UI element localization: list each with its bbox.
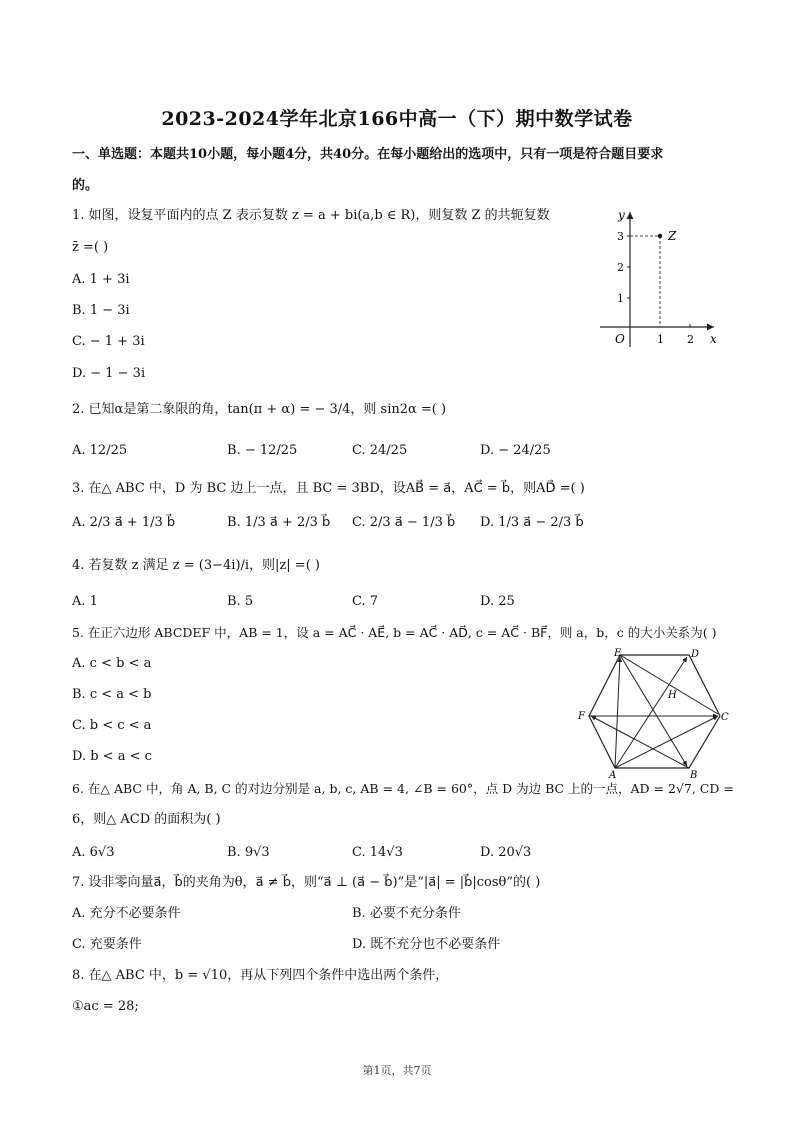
label-c: C	[721, 712, 729, 723]
origin-label: O	[615, 332, 625, 346]
q5-option-d: D. b < a < c	[72, 749, 152, 764]
q4-stem: 4. 若复数 z 满足 z = (3−4i)/i，则|z| =( )	[72, 558, 320, 573]
x-axis-label: x	[710, 332, 717, 346]
q5-option-a: A. c < b < a	[72, 656, 152, 671]
q5-stem: 5. 在正六边形 ABCDEF 中，AB = 1，设 a = AC⃗ · AE⃗, b = AC⃗ · AD⃗, c = AC⃗ · BF⃗，则 a，b，c 的大小关系为( )	[72, 625, 717, 640]
q3-option-d: D. 1/3 a⃗ − 2/3 b⃗	[480, 515, 584, 530]
q7-option-d: D. 既不充分也不必要条件	[352, 937, 501, 952]
vector-ac	[615, 716, 718, 768]
vector-ae	[615, 657, 620, 768]
q1-stem-line1: 1. 如图，设复平面内的点 Z 表示复数 z = a + bi(a,b ∈ R)，则复数 Z 的共轭复数	[72, 208, 550, 223]
label-b: B	[690, 770, 698, 780]
q6-stem-line2: 6，则△ ACD 的面积为( )	[72, 812, 221, 827]
label-e: E	[614, 648, 622, 659]
q3-option-a: A. 2/3 a⃗ + 1/3 b⃗	[72, 515, 176, 530]
label-h: H	[668, 690, 677, 701]
q6-option-d: D. 20√3	[480, 845, 532, 860]
q6-option-c: C. 14√3	[352, 845, 403, 860]
x-tick-1: 1	[657, 333, 664, 346]
y-tick-3: 3	[617, 230, 624, 243]
q8-condition-1: ①ac = 28;	[72, 999, 139, 1014]
q3-option-b: B. 1/3 a⃗ + 2/3 b⃗	[227, 515, 331, 530]
q7-option-b: B. 必要不充分条件	[352, 906, 461, 921]
q2-option-c: C. 24/25	[352, 443, 408, 458]
q2-option-d: D. − 24/25	[480, 443, 551, 458]
page-footer: 第1页，共7页	[362, 1064, 432, 1077]
q6-option-a: A. 6√3	[72, 845, 115, 860]
section-header-line1: 一、单选题：本题共10小题，每小题4分，共40分。在每小题给出的选项中，只有一项是符合题目要求	[72, 147, 664, 162]
q1-option-c: C. − 1 + 3i	[72, 334, 145, 349]
q2-option-b: B. − 12/25	[227, 443, 298, 458]
q5-option-b: B. c < a < b	[72, 687, 152, 702]
y-axis-label: y	[618, 208, 625, 222]
q6-option-b: B. 9√3	[227, 845, 270, 860]
q7-option-a: A. 充分不必要条件	[72, 906, 181, 921]
segment-ec	[620, 655, 718, 714]
q1-option-b: B. 1 − 3i	[72, 303, 130, 318]
q6-stem-line1: 6. 在△ ABC 中，角 A, B, C 的对边分别是 a, b, c, AB = 4, ∠B = 60°，点 D 为边 BC 上的一点，AD = 2√7, CD =	[72, 781, 734, 796]
q1-stem-line2: z̄ =( )	[72, 240, 109, 255]
q3-option-c: C. 2/3 a⃗ − 1/3 b⃗	[352, 515, 456, 530]
q5-hexagon-figure	[574, 645, 734, 780]
q3-stem: 3. 在△ ABC 中，D 为 BC 边上一点，且 BC = 3BD，设AB⃗ = a⃗，AC⃗ = b⃗，则AD⃗ =( )	[72, 481, 585, 496]
q7-stem: 7. 设非零向量a⃗，b⃗的夹角为θ，a⃗ ≠ b⃗，则“a⃗ ⊥ (a⃗ − b⃗)”是“|a⃗| = |b⃗|cosθ”的( )	[72, 875, 541, 890]
q4-option-a: A. 1	[72, 594, 98, 609]
label-f: F	[578, 711, 585, 722]
q4-option-d: D. 25	[480, 594, 515, 609]
q1-coordinate-figure	[592, 204, 726, 352]
q5-option-c: C. b < c < a	[72, 718, 152, 733]
q2-stem: 2. 已知α是第二象限的角，tan(π + α) = − 3/4，则 sin2α =( )	[72, 402, 447, 417]
q4-option-c: C. 7	[352, 594, 379, 609]
point-z-label: Z	[668, 229, 677, 243]
q1-option-d: D. − 1 − 3i	[72, 366, 146, 381]
q7-option-c: C. 充要条件	[72, 937, 142, 952]
q8-stem: 8. 在△ ABC 中，b = √10，再从下列四个条件中选出两个条件，	[72, 968, 449, 983]
q1-option-a: A. 1 + 3i	[72, 272, 130, 287]
label-d: D	[691, 649, 700, 660]
label-a: A	[609, 770, 617, 780]
q2-option-a: A. 12/25	[72, 443, 128, 458]
y-tick-1: 1	[617, 292, 624, 305]
y-tick-2: 2	[617, 261, 624, 274]
point-z	[658, 234, 662, 238]
q4-option-b: B. 5	[227, 594, 254, 609]
section-header-line2: 的。	[72, 178, 99, 193]
x-tick-2: 2	[687, 333, 694, 346]
vector-bf	[591, 716, 689, 768]
exam-title: 2023-2024学年北京166中高一（下）期中数学试卷	[161, 108, 633, 130]
